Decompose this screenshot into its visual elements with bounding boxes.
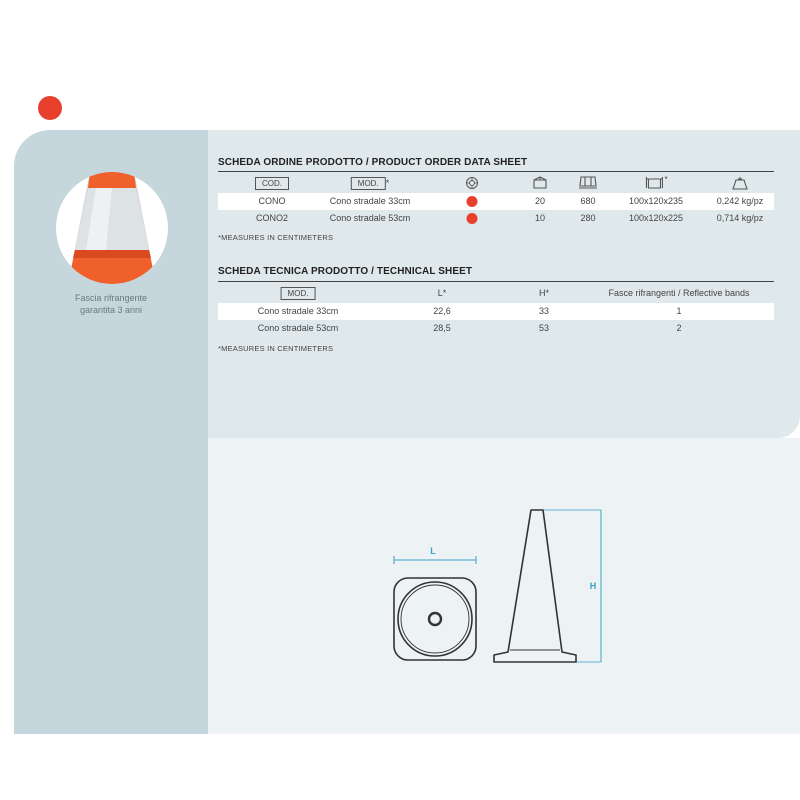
caption-line-2: garantita 3 anni: [79, 305, 143, 315]
pieces-per-pallet-icon: [578, 176, 598, 193]
tech-note: *MEASURES IN CENTIMETERS: [218, 344, 334, 353]
tech-h: 33: [538, 306, 550, 316]
tech-header-mod: MOD.: [281, 284, 316, 303]
order-weight: 0,242 kg/pz: [716, 196, 764, 206]
tech-h: 53: [538, 323, 550, 333]
order-mod: Cono stradale 53cm: [329, 213, 411, 223]
order-color-dot: [467, 210, 478, 227]
caption-line-1: Fascia rifrangente: [74, 293, 148, 303]
order-box-qty: 20: [534, 196, 546, 206]
tech-bands: 2: [676, 323, 682, 333]
order-cod: CONO2: [255, 213, 289, 223]
order-table: [218, 173, 774, 227]
tech-sheet-rule: [218, 281, 774, 282]
sidebar: [14, 130, 208, 734]
tech-sheet-title: SCHEDA TECNICA PRODOTTO / TECHNICAL SHEET: [218, 266, 473, 277]
pallet-dimensions-icon: *: [644, 176, 667, 193]
order-sheet-rule: [218, 171, 774, 172]
order-weight: 0,714 kg/pz: [716, 213, 764, 223]
tech-table-header: [218, 284, 774, 303]
tech-header-l: L*: [437, 288, 447, 298]
order-row: [218, 210, 774, 227]
order-cod: CONO: [258, 196, 286, 206]
tech-header-h: H*: [538, 288, 550, 298]
tech-l: 28,5: [433, 323, 451, 333]
cone-top-view: [394, 546, 476, 660]
cone-dimension-diagram: [380, 500, 620, 670]
tech-l: 22,6: [433, 306, 451, 316]
cone-photo: [56, 172, 168, 284]
red-color-dot: [38, 96, 62, 120]
order-color-dot: [467, 193, 478, 210]
order-pallet-dim: 100x120x225: [628, 213, 684, 223]
tech-header-bands: Fasce rifrangenti / Reflective bands: [608, 288, 750, 298]
order-note: *MEASURES IN CENTIMETERS: [218, 233, 334, 242]
tech-table: [218, 284, 774, 337]
pieces-per-box-icon: [532, 176, 548, 193]
tech-row: [218, 303, 774, 320]
tech-mod: Cono stradale 53cm: [257, 323, 339, 333]
tech-bands: 1: [676, 306, 682, 316]
header-mod: MOD. *: [351, 173, 389, 193]
order-row: [218, 193, 774, 210]
color-icon: [465, 176, 479, 193]
tech-row: [218, 320, 774, 337]
sidebar-caption: [14, 292, 208, 316]
order-pallet-qty: 280: [580, 213, 596, 223]
order-table-header: [218, 173, 774, 193]
order-sheet-title: SCHEDA ORDINE PRODOTTO / PRODUCT ORDER DATA SHEET: [218, 157, 528, 168]
h-label: H: [589, 581, 597, 591]
order-mod: Cono stradale 33cm: [329, 196, 411, 206]
header-cod: COD.: [255, 173, 289, 193]
order-pallet-dim: 100x120x235: [628, 196, 684, 206]
l-label: L: [430, 546, 436, 556]
weight-icon: [732, 176, 748, 193]
tech-mod: Cono stradale 33cm: [257, 306, 339, 316]
cone-side-view: [494, 510, 601, 662]
order-pallet-qty: 680: [580, 196, 596, 206]
order-box-qty: 10: [534, 213, 546, 223]
